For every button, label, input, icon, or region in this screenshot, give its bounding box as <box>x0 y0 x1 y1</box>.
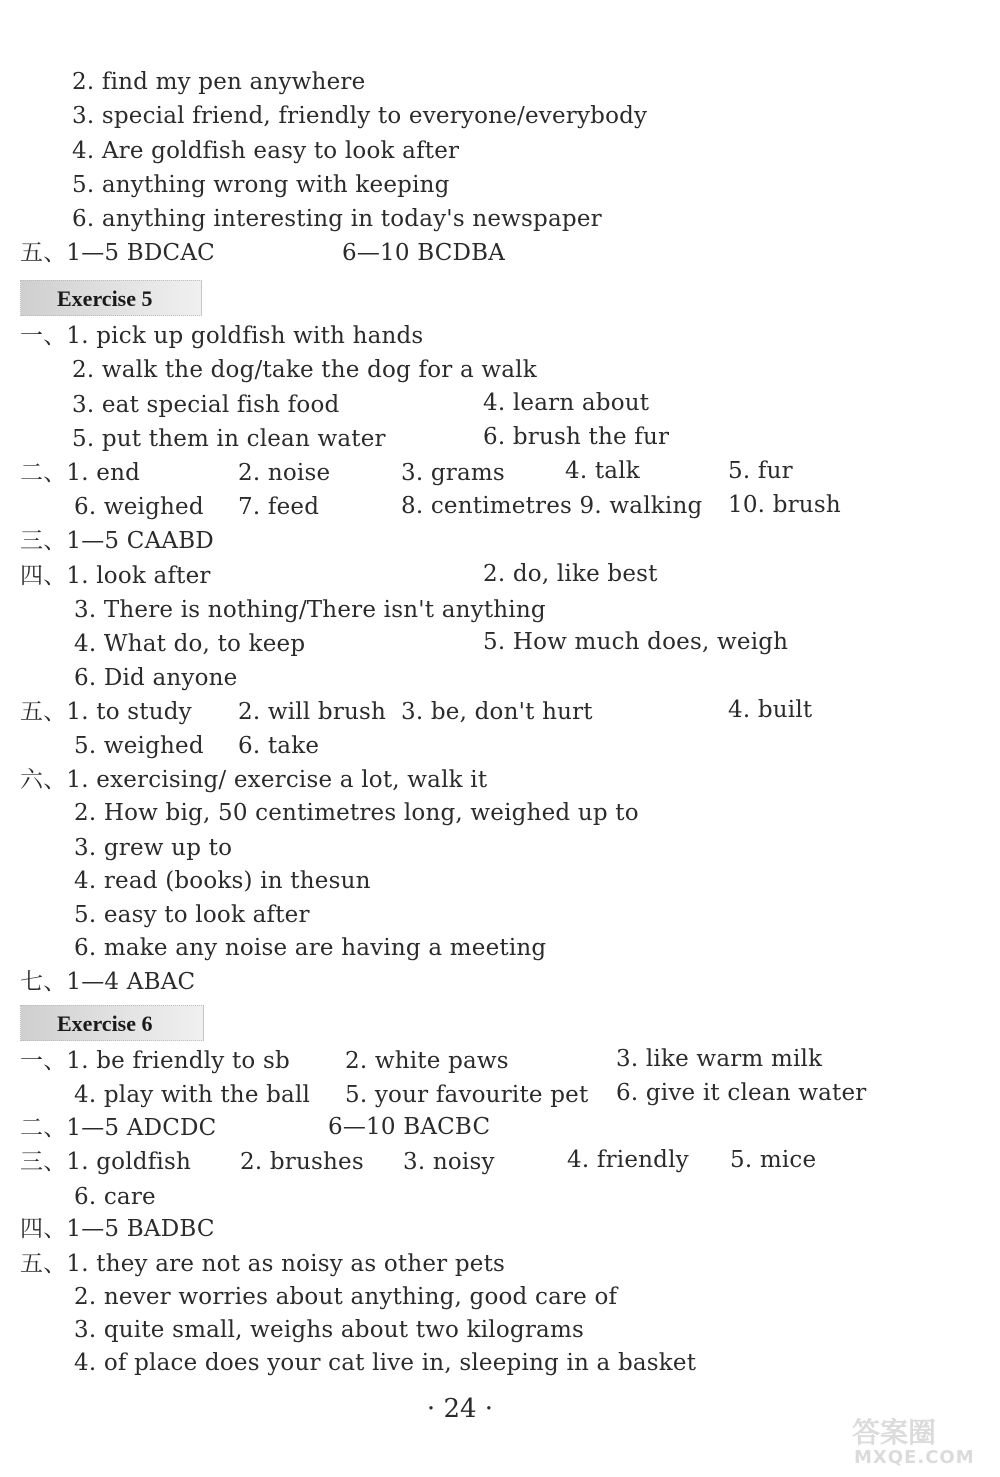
answer-line: 3. like warm milk <box>616 1046 823 1072</box>
answer-line: 4. built <box>728 697 813 723</box>
answer-line: 三、1. goldfish <box>20 1149 191 1175</box>
answer-line: 4. talk <box>565 458 640 484</box>
answer-line: 3. eat special fish food <box>72 392 340 418</box>
answer-line: 五、1—5 BDCAC <box>20 240 215 266</box>
answer-line: 5. fur <box>728 458 793 484</box>
answer-line: 5. easy to look after <box>74 902 310 928</box>
answer-line: 3. special friend, friendly to everyone/everybody <box>72 103 648 129</box>
answer-line: 4. What do, to keep <box>74 631 306 657</box>
answer-line: 5. put them in clean water <box>72 426 386 452</box>
answer-line: 一、1. pick up goldfish with hands <box>20 323 424 349</box>
answer-line: 2. do, like best <box>483 561 658 587</box>
answer-line: 4. play with the ball <box>74 1082 311 1108</box>
answer-line: 5. How much does, weigh <box>483 629 789 655</box>
answer-line: 4. learn about <box>483 390 650 416</box>
answer-line: 5. your favourite pet <box>345 1082 589 1108</box>
answer-line: 4. of place does your cat live in, sleeping in a basket <box>74 1350 697 1376</box>
answer-line: 6. care <box>74 1184 156 1210</box>
answer-line: 6. anything interesting in today's newspaper <box>72 206 602 232</box>
answer-line: 五、1. they are not as noisy as other pets <box>20 1251 506 1277</box>
answer-line: 五、1. to study <box>20 699 192 725</box>
answer-line: 6. Did anyone <box>74 665 238 691</box>
exercise-5-header: Exercise 5 <box>20 280 202 316</box>
answer-line: 10. brush <box>728 492 841 518</box>
answer-line: 6—10 BACBC <box>328 1114 491 1140</box>
answer-line: 6—10 BCDBA <box>342 240 506 266</box>
answer-line: 3. grew up to <box>74 835 233 861</box>
watermark-bottom-text: MXQE.COM <box>854 1447 975 1468</box>
answer-line: 7. feed <box>238 494 320 520</box>
answer-line: 3. noisy <box>403 1149 495 1175</box>
answer-line: 二、1—5 ADCDC <box>20 1115 217 1141</box>
answer-line: 四、1—5 BADBC <box>20 1216 215 1242</box>
answer-line: 2. find my pen anywhere <box>72 69 366 95</box>
answer-line: 二、1. end <box>20 460 141 486</box>
answer-line: 4. Are goldfish easy to look after <box>72 138 460 164</box>
answer-line: 3. There is nothing/There isn't anything <box>74 597 546 623</box>
answer-line: 8. centimetres 9. walking <box>401 493 703 519</box>
answer-line: 6. weighed <box>74 494 204 520</box>
answer-line: 三、1—5 CAABD <box>20 528 214 554</box>
answer-line: 6. give it clean water <box>616 1080 867 1106</box>
answer-line: 2. How big, 50 centimetres long, weighed up to <box>74 800 639 826</box>
answer-line: 四、1. look after <box>20 563 211 589</box>
answer-line: 5. mice <box>730 1147 817 1173</box>
answer-line: 4. read (books) in thesun <box>74 868 371 894</box>
answer-line: 2. walk the dog/take the dog for a walk <box>72 357 537 383</box>
answer-line: 2. noise <box>238 460 331 486</box>
answer-line: 七、1—4 ABAC <box>20 969 196 995</box>
answer-line: 3. grams <box>401 460 505 486</box>
answer-line: 3. quite small, weighs about two kilograms <box>74 1317 584 1343</box>
answer-line: 2. brushes <box>240 1149 364 1175</box>
answer-line: 6. make any noise are having a meeting <box>74 935 547 961</box>
answer-line: 5. weighed <box>74 733 204 759</box>
answer-line: 6. take <box>238 733 320 759</box>
answer-line: 2. will brush <box>238 699 387 725</box>
answer-line: 5. anything wrong with keeping <box>72 172 450 198</box>
answer-line: 3. be, don't hurt <box>401 699 593 725</box>
page-number: · 24 · <box>426 1394 494 1424</box>
answer-line: 2. white paws <box>345 1048 509 1074</box>
exercise-6-header: Exercise 6 <box>20 1005 204 1041</box>
watermark-logo <box>842 1411 992 1471</box>
answer-line: 六、1. exercising/ exercise a lot, walk it <box>20 767 488 793</box>
answer-line: 2. never worries about anything, good care of <box>74 1284 618 1310</box>
watermark-top-text: 答案圈 <box>852 1416 937 1449</box>
answer-line: 6. brush the fur <box>483 424 670 450</box>
answer-line: 一、1. be friendly to sb <box>20 1048 290 1074</box>
answer-line: 4. friendly <box>567 1147 689 1173</box>
